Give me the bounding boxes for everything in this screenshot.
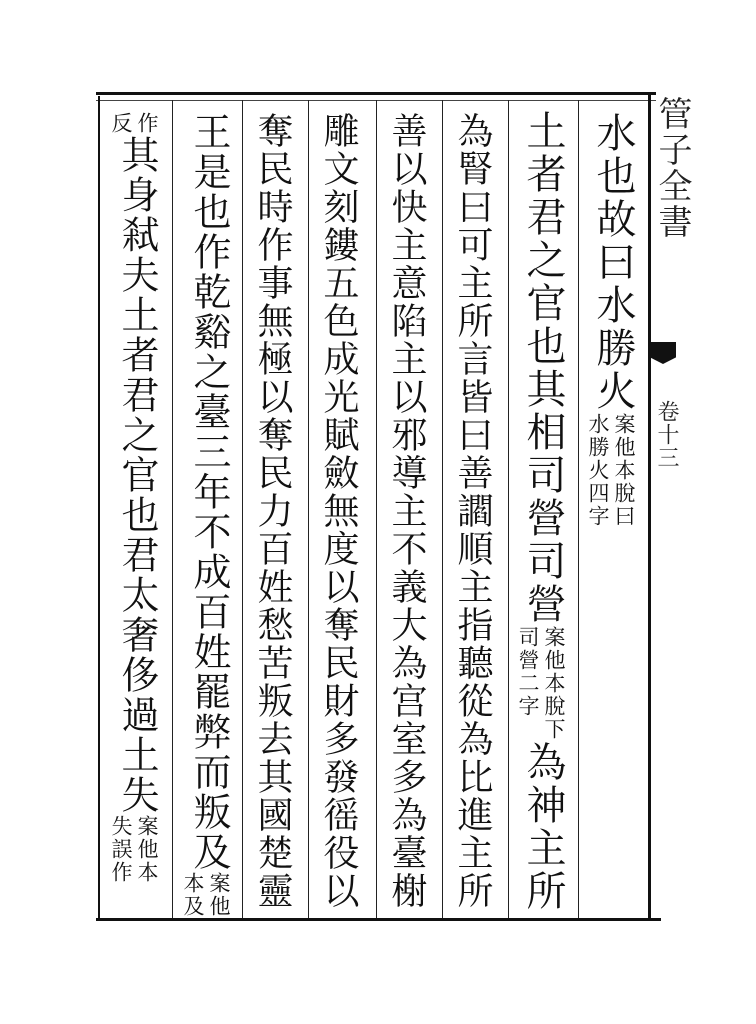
column-divider [172,100,173,918]
annotation-pair [515,626,567,741]
column-divider [242,100,243,918]
column-divider [442,100,443,918]
annotation-right: 案他本脫下 [542,626,566,741]
left-border [98,96,100,918]
right-border [648,92,651,920]
annotation-right: 案他本脫曰 [612,413,636,528]
annotation-pair-leading [108,112,160,135]
annotation-right: 案他 [207,872,231,918]
column-divider [376,100,377,918]
column-main-text: 善以快主意陷主以邪導主不義大為宫室多為臺榭 [386,112,427,910]
text-column-8 [108,112,160,884]
column-divider [578,100,579,918]
margin-title: 管子全書 [652,96,692,240]
column-divider [508,100,509,918]
annotation-left: 司營二字 [516,626,540,718]
column-main-text: 為腎曰可主所言皆曰善讇順主指聽從為比進主所 [452,112,493,910]
annotation-left: 本及 [181,872,205,918]
annotation-pair [585,413,637,528]
column-main-text: 王是也作乾谿之臺三年不成百姓罷弊而叛及 [187,112,231,872]
column-main-text: 水也故曰水勝火 [590,112,636,413]
text-column-3 [449,112,495,910]
annotation-right: 作 [135,112,159,135]
fish-tail-mark [650,342,676,364]
text-column-6 [249,112,295,910]
text-column-7 [180,112,232,918]
text-column-5 [315,112,361,910]
annotation-pair [180,872,232,918]
column-main-text: 土者君之官也其相司營司營 [520,110,566,626]
text-column-1 [585,112,637,528]
column-main-text: 其身弒夫土者君之官也君太奢侈過土失 [115,135,159,815]
top-border [96,92,656,95]
text-column-4 [383,112,429,910]
annotation-left: 反 [109,112,133,135]
annotation-right: 案他本 [135,815,159,884]
annotation-left: 失誤作 [109,815,133,884]
text-column-2 [515,110,567,913]
column-tail-text: 為神主所 [520,741,566,913]
bottom-border [96,918,661,921]
annotation-pair [108,815,160,884]
column-main-text: 雕文刻鏤五色成光賦斂無度以奪民財多發徭役以 [318,112,359,910]
column-main-text: 奪民時作事無極以奪民力百姓愁苦叛去其國楚靈 [252,112,293,910]
annotation-left: 水勝火四字 [586,413,610,528]
margin-volume: 卷十三 [654,400,679,469]
column-divider [308,100,309,918]
